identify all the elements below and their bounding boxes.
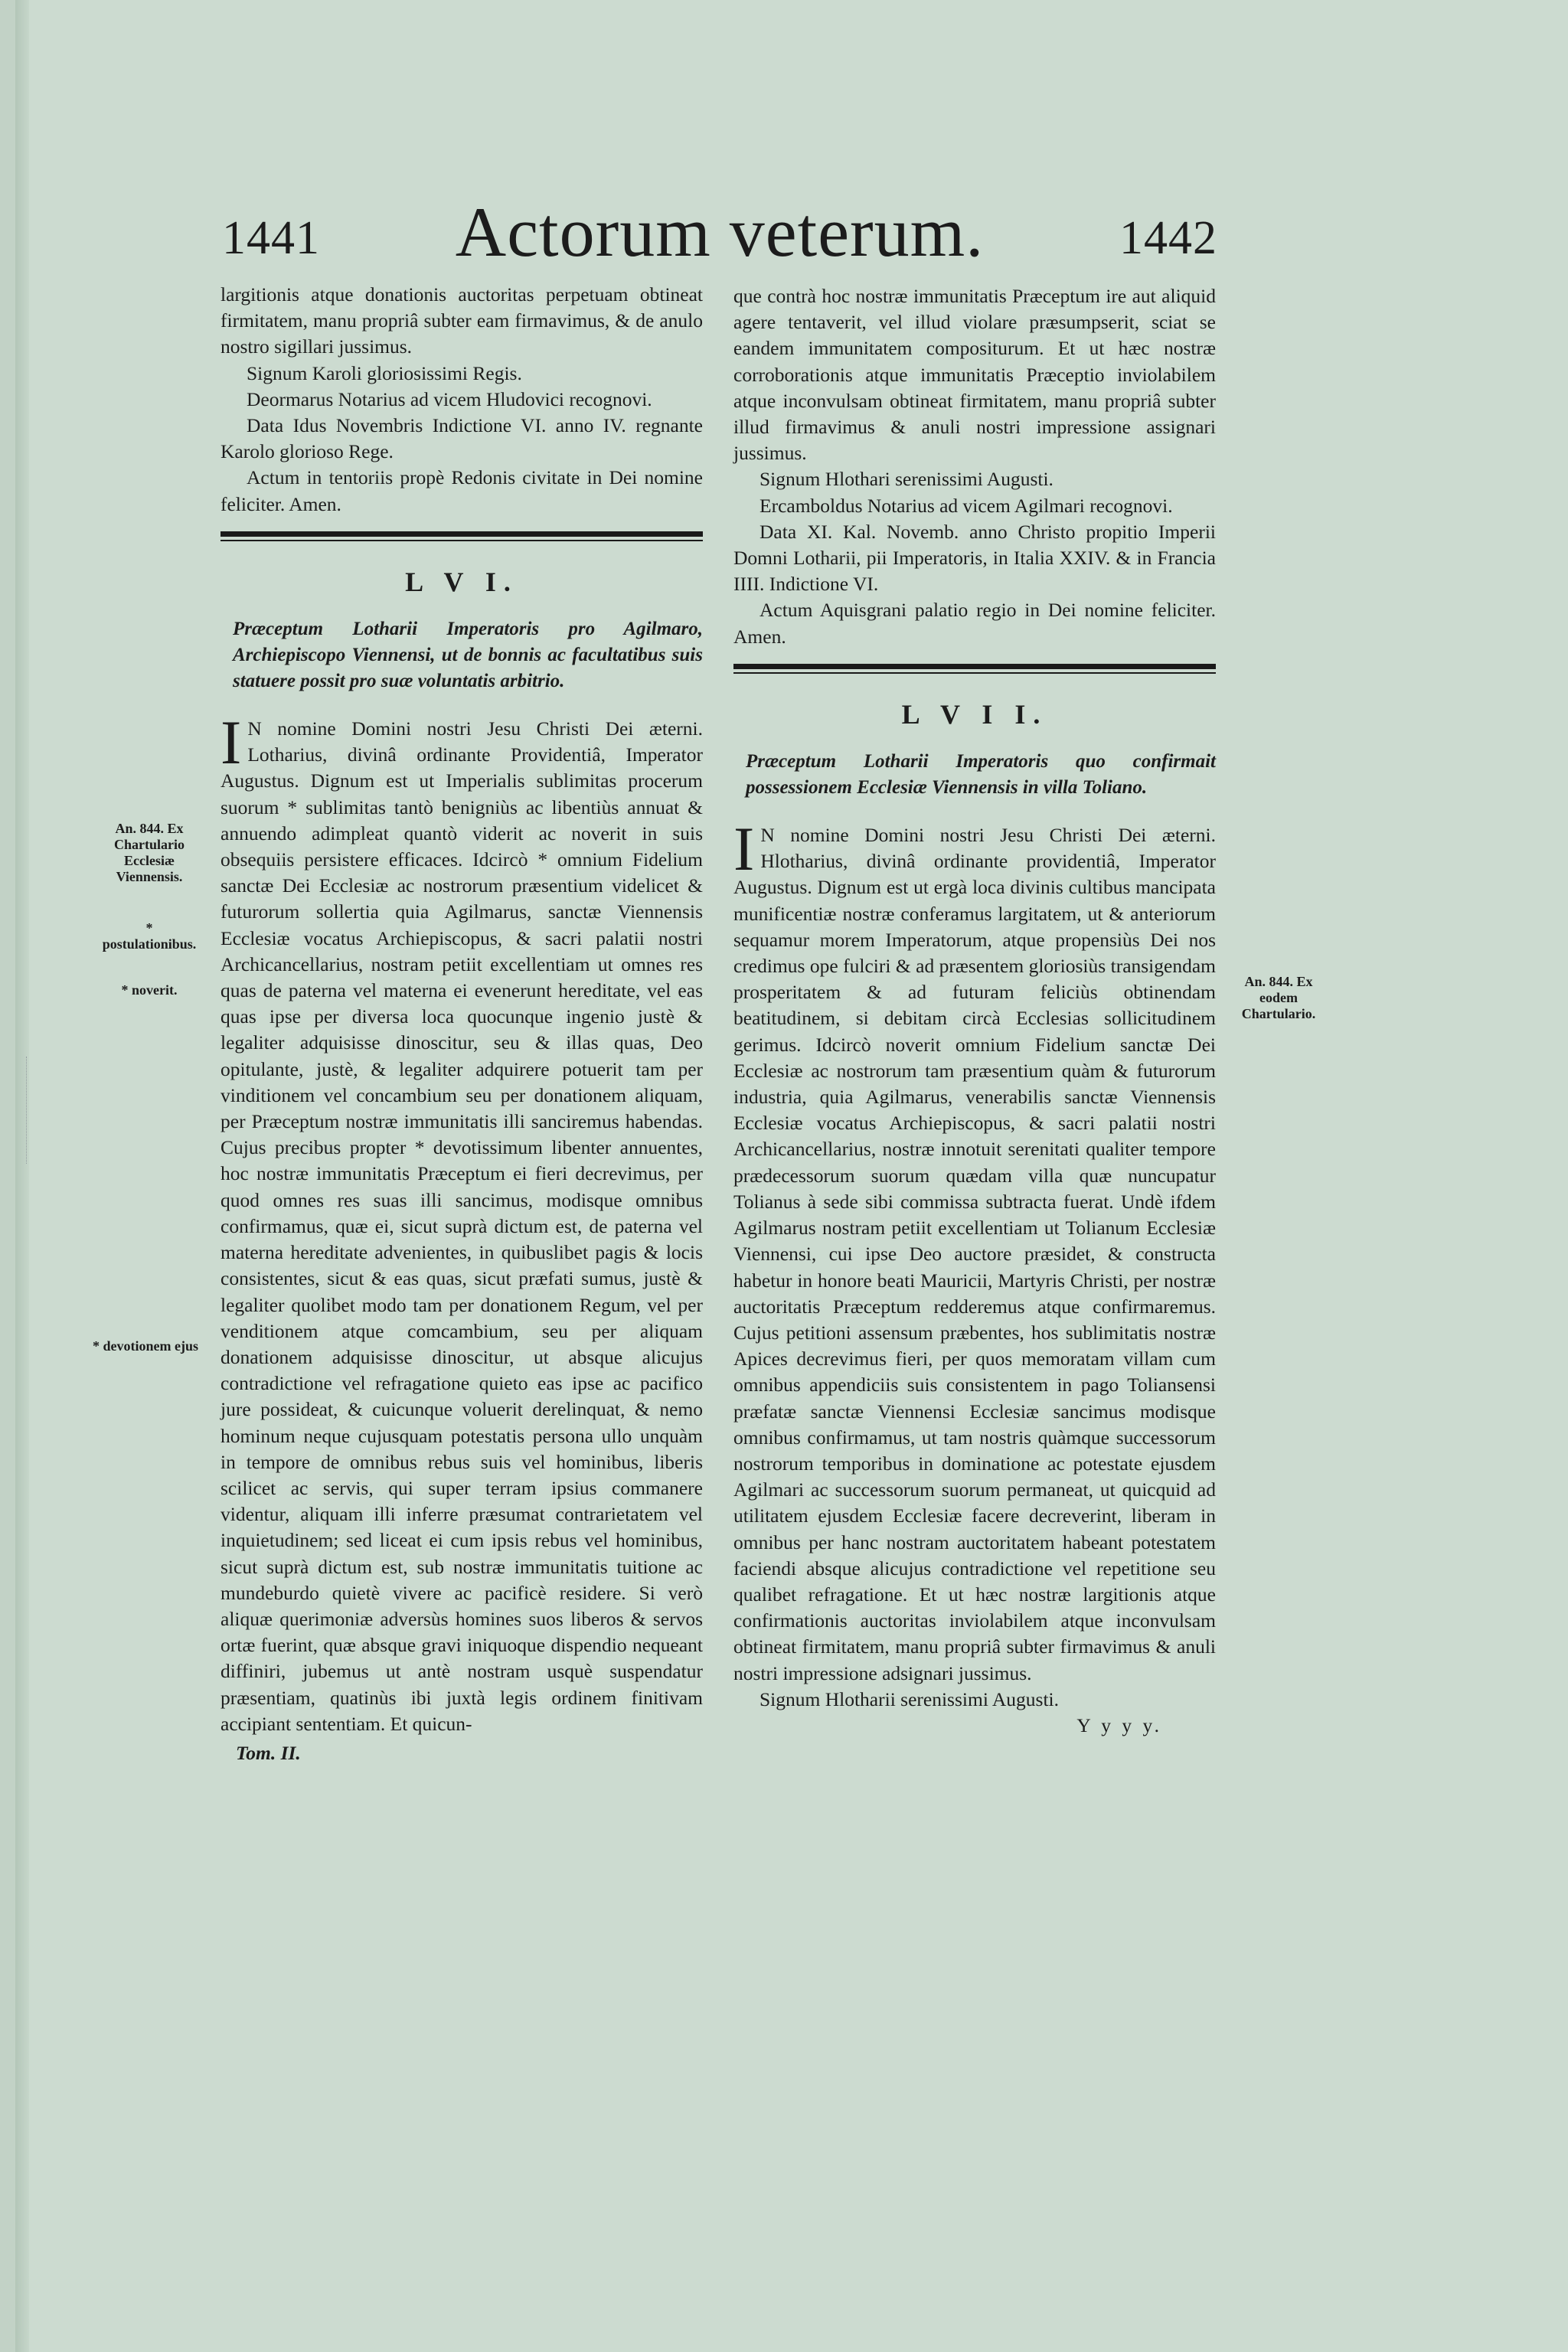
- continuation-text: que contrà hoc nostræ immunitatis Præceptum ire aut aliquid agere tentaverit, vel illud violare præsumpserit, sciat se eandem immunitatem compositurum. Et ut hæc nostræ corroborationis atque immunitatis Præceptio inviolabilem atque inconvulsam obtineat firmitatem, manu propriâ subter illud firmavimus & anuli nostri impressione assignari jussimus.: [733, 285, 1216, 465]
- printer-signature: Y y y y.: [1076, 1713, 1162, 1736]
- page-number-left: 1441: [222, 212, 320, 264]
- adjacent-page-fragment: [15, 1057, 27, 1164]
- section-heading-lvii: L V I I.: [901, 698, 1048, 730]
- volume-signature: Tom. II.: [236, 1741, 301, 1764]
- notary-line: Ercamboldus Notarius ad vicem Agilmari recognovi.: [760, 494, 1173, 517]
- margin-note-variant: * devotionem ejus: [93, 1338, 198, 1354]
- charter-text: [220, 707, 703, 1737]
- charter-body: N nomine Domini nostri Jesu Christi Dei æterni. Hlotharius, divinâ ordinante providentiâ, Imperator Augustus. Dignum est ut ergà loca divinis cultibus mancipata munificentiæ nostræ conferamus largitatem, ut & anteriorum sequamur morem Imperatorum, atque propensiùs Dei nos credimus ope fulciri & ad præsentem gloriosiùs transigendam prosperitatem & ad futuram feliciùs obtinendam beatitudinem, si debitam circà Ecclesias sollicitudinem gerimus. Idcircò noverit omnium Fidelium sanctæ Dei Ecclesiæ ac nostrorum tam præsentium quàm & futurorum industria, quia Agilmarus, venerabilis sanctæ Viennensis Ecclesiæ vocatus Archiepiscopus, & sacri palatii nostri Archicancellarius, nostræ innotuit serenitati qualiter tempore prædecessorum suorum quædam villa quæ nuncupatur Tolianus à sede sibi commissa subtracta fuerat. Undè ifdem Agilmarus nostram petiit excellentiam ut Tolianum Ecclesiæ Viennensi, cui ipse Deo auctore præsidet, & constructa habetur in honore beati Mauricii, Martyris Christi, per nostræ auctoritatis Præceptum redderemus atque confirmaremus. Cujus petitioni assensum præbentes, hos sublimitatis nostræ Apices decrevimus fieri, per quos memoratam villam cum omnibus appendiciis suis consistentem in pago Toliansensi præfatæ sanctæ Viennensi Ecclesiæ sancimus modisque omnibus confirmamus, ut tam nostris quàmque successorum nostrorum temporibus in dominatione ac potestate ejusdem Agilmari ac successorum suorum permaneat, ut quicquid ad utilitatem ejusdem Ecclesiæ facere decreverint, liberam in omnibus per hanc nostram auctoritatem habeant potestatem faciendi absque alicujus contradictione vel repetitione seu qualibet refragatione. Et ut hæc nostræ largitionis atque confirmationis auctoritas inviolabilem atque inconvulsam obtineat firmitatem, manu propriâ subter firmavimus & anuli nostri impressione adsignari jussimus.: [733, 824, 1216, 1684]
- section-summary: Præceptum Lotharii Imperatoris pro Agilmaro, Archiepiscopo Viennensi, ut de bonnis ac facultatibus suis statuere possit pro suæ voluntatis arbitrio.: [233, 619, 703, 692]
- section-divider: [733, 664, 1216, 674]
- page-number-right: 1442: [1119, 212, 1217, 264]
- right-column: [733, 283, 1216, 1739]
- margin-note-source: An. 844. Ex eodem Chartulario.: [1241, 974, 1316, 1021]
- signum-line: Signum Hlotharii serenissimi Augusti.: [760, 1687, 1060, 1710]
- drop-cap: I: [220, 707, 242, 778]
- section-heading-lvi: L V I.: [405, 566, 518, 597]
- charter-text: [733, 814, 1216, 1687]
- drop-cap: I: [733, 814, 755, 884]
- signum-line: Signum Karoli gloriosissimi Regis.: [247, 361, 522, 384]
- actum-line: Actum in tentoriis propè Redonis civitate in Dei nomine feliciter. Amen.: [220, 466, 703, 515]
- notary-line: Deormarus Notarius ad vicem Hludovici recognovi.: [247, 387, 652, 410]
- continuation-text: largitionis atque donationis auctoritas perpetuam obtineat firmitatem, manu propriâ subter eam firmavimus, & de anulo nostro sigillari jussimus.: [220, 283, 703, 358]
- left-column: [220, 282, 703, 1766]
- page-gutter: [15, 0, 29, 2352]
- margin-note-variant: * postulationibus.: [102, 920, 197, 952]
- margin-note-variant: * noverit.: [121, 982, 178, 998]
- date-line: Data Idus Novembris Indictione VI. anno IV. regnante Karolo glorioso Rege.: [220, 414, 703, 463]
- date-line: Data XI. Kal. Novemb. anno Christo propitio Imperii Domni Lotharii, pii Imperatoris, in Italia XXIV. & in Francia IIII. Indictione VI.: [733, 520, 1216, 596]
- signum-line: Signum Hlothari serenissimi Augusti.: [760, 468, 1054, 491]
- actum-line: Actum Aquisgrani palatio regio in Dei nomine feliciter. Amen.: [733, 599, 1216, 648]
- running-head: [222, 191, 1217, 276]
- section-divider: [220, 531, 703, 541]
- running-title: Actorum veterum.: [455, 193, 985, 271]
- charter-body: N nomine Domini nostri Jesu Christi Dei æterni. Lotharius, divinâ ordinante Providentiâ, Imperator Augustus. Dignum est ut Imperialis sublimitas procerum suorum * sublimitas tantò benigniùs ac libentiùs annuat & annuendo adimpleat quantò viderit ac noverit in suis obsequiis persistere efficaces. Idcircò * omnium Fidelium sanctæ Dei Ecclesiæ ac nostrorum præsentium videlicet & futurorum sollertia quia Agilmarus, sanctæ Viennensis Ecclesiæ vocatus Archiepiscopus, & sacri palatii nostri Archicancellarius, nostram petiit excellentiam ut omnes res quas de paterna vel materna ei evenerunt hereditate, vel eas quas ipse per diversa loca quocunque ingenio justè & legaliter adquisisse dinoscitur, seu & illas quas, Deo opitulante, justè, & legaliter adquirere potuerit tam per vinditionem vel concambium seu per donationem aliquam, per Præceptum nostræ immunitatis illi sanciremus habendas. Cujus precibus propter * devotissimum libenter annuentes, hoc nostræ immunitatis Præceptum ei fieri decrevimus, per quod omnes res suas illi sancimus, modisque omnibus confirmamus, quæ ei, sicut suprà dictum est, de paterna vel materna hereditate advenientes, in quibuslibet pagis & locis consistentes, sicut & eas quas, sicut præfati sumus, justè & legaliter quolibet modo tam per donationem Regum, vel per venditionem atque comcambium, seu per aliquam donationem adquisisse dinoscitur, ut absque alicujus contradictione vel refragatione quieto eas ipse ac pacifico jure possideat, & cuicunque voluerit derelinquat, & nemo hominum neque cujusquam potestatis persona ullo unquàm in tempore de omnibus rebus suis vel hominibus, liberis scilicet ac servis, qui super terram ipsius commanere videntur, aliquam illi inferre præsumat contrarietatem vel inquietudinem; sed liceat ei cum ipsis rebus vel hominibus, sicut suprà dictum est, sub nostræ immunitatis tuitione ac mundeburdo quietè vivere ac pacificè residere. Si verò aliquæ querimoniæ adversùs homines suos liberos & servos ortæ fuerint, quæ absque gravi iniquoque dispendio nequeant diffiniri, jubemus ut antè nostram usquè suspendatur præsentiam, quatinùs ibi juxtà legis ordinem finitivam accipiant sententiam. Et quicun-: [220, 717, 703, 1735]
- margin-note-source: An. 844. Ex Chartulario Ecclesiæ Viennensis.: [114, 821, 185, 884]
- section-summary: Præceptum Lotharii Imperatoris quo confirmait possessionem Ecclesiæ Viennensis in villa Toliano.: [746, 751, 1216, 799]
- book-page: [15, 0, 1568, 2352]
